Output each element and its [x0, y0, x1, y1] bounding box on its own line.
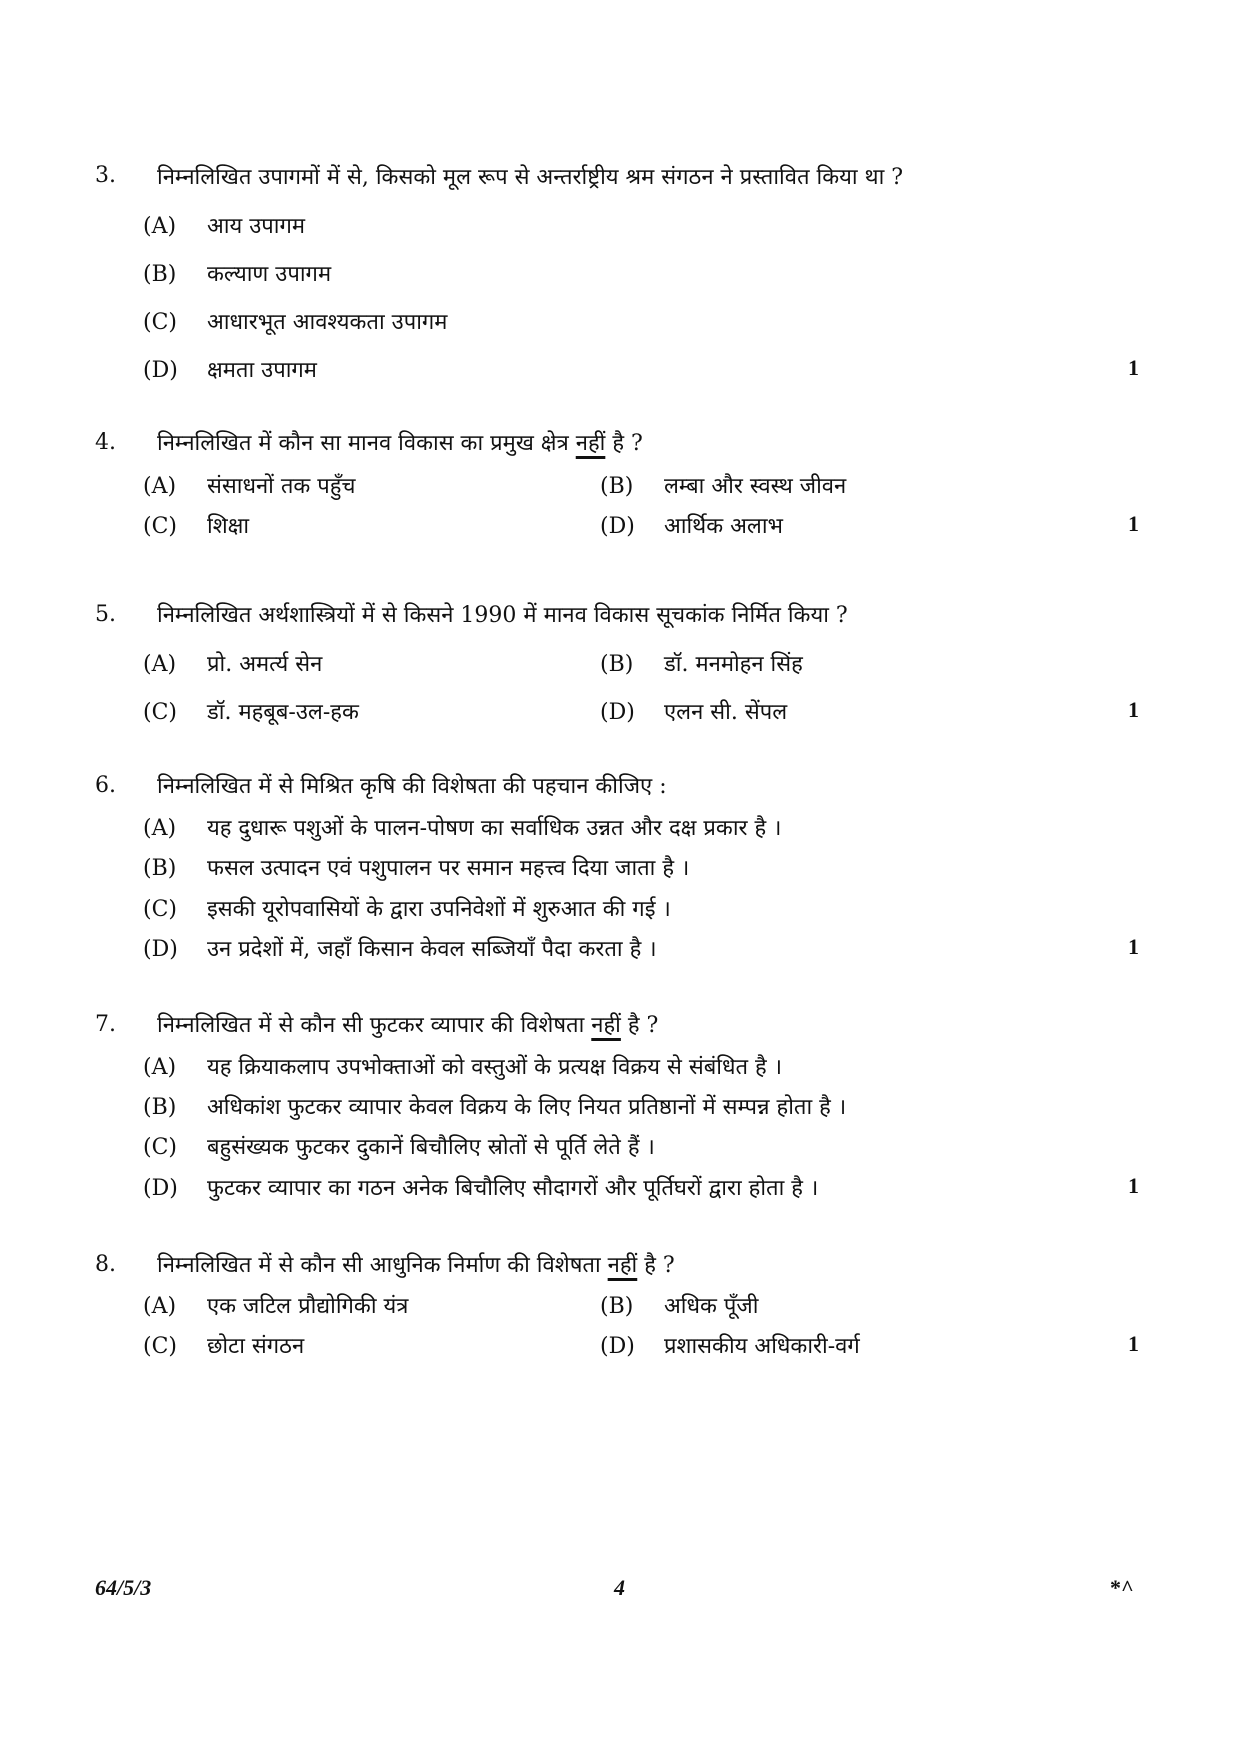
marks: 1: [1128, 697, 1139, 722]
question-text: निम्नलिखित में से कौन सी फुटकर व्यापार की विशेषता नहीं है ?: [157, 1013, 659, 1038]
option-d: (D) उन प्रदेशों में, जहाँ किसान केवल सब्जियाँ पैदा करता है ।: [143, 937, 657, 962]
question-number: 4.: [95, 430, 116, 455]
option-c: (C) इसकी यूरोपवासियों के द्वारा उपनिवेशों में शुरुआत की गई ।: [143, 897, 671, 922]
option-b: (B) कल्याण उपागम: [143, 262, 332, 287]
question-text: निम्नलिखित में से मिश्रित कृषि की विशेषता की पहचान कीजिए :: [157, 774, 667, 799]
option-a: (A) आय उपागम: [143, 214, 306, 239]
option-a: (A) प्रो. अमर्त्य सेन: [143, 652, 323, 677]
option-b: (B) फसल उत्पादन एवं पशुपालन पर समान महत्त्व दिया जाता है ।: [143, 856, 690, 881]
marks: 1: [1128, 1173, 1139, 1198]
question-number: 8.: [95, 1252, 116, 1277]
question-number: 6.: [95, 773, 116, 798]
marks: 1: [1128, 934, 1139, 959]
option-d: (D) एलन सी. सेंपल: [600, 700, 788, 725]
option-a: (A) संसाधनों तक पहुँच: [143, 474, 356, 499]
option-d: (D) प्रशासकीय अधिकारी-वर्ग: [600, 1334, 860, 1359]
question-text: निम्नलिखित में कौन सा मानव विकास का प्रमुख क्षेत्र नहीं है ?: [157, 431, 643, 456]
option-b: (B) अधिक पूँजी: [600, 1294, 759, 1319]
option-c: (C) छोटा संगठन: [143, 1334, 305, 1359]
option-c: (C) बहुसंख्यक फुटकर दुकानें बिचौलिए स्रोतों से पूर्ति लेते हैं ।: [143, 1135, 655, 1160]
question-number: 3.: [95, 163, 116, 188]
option-b: (B) लम्बा और स्वस्थ जीवन: [600, 474, 847, 499]
question-number: 5.: [95, 602, 116, 627]
option-c: (C) डॉ. महबूब-उल-हक: [143, 700, 359, 725]
marks: 1: [1128, 511, 1139, 536]
footer-mark: *^: [1110, 1575, 1134, 1600]
option-a: (A) एक जटिल प्रौद्योगिकी यंत्र: [143, 1294, 409, 1319]
option-b: (B) डॉ. मनमोहन सिंह: [600, 652, 803, 677]
marks: 1: [1128, 355, 1139, 380]
option-d: (D) आर्थिक अलाभ: [600, 514, 784, 539]
page-number: 4: [614, 1575, 625, 1600]
question-text: निम्नलिखित उपागमों में से, किसको मूल रूप से अन्तर्राष्ट्रीय श्रम संगठन ने प्रस्तावित किया था ?: [157, 165, 904, 190]
option-b: (B) अधिकांश फुटकर व्यापार केवल विक्रय के लिए नियत प्रतिष्ठानों में सम्पन्न होता है ।: [143, 1095, 847, 1120]
paper-code: 64/5/3: [95, 1575, 152, 1600]
question-text: निम्नलिखित में से कौन सी आधुनिक निर्माण की विशेषता नहीं है ?: [157, 1253, 675, 1278]
option-d: (D) क्षमता उपागम: [143, 358, 317, 383]
emphasis-underline: नहीं: [591, 1013, 621, 1038]
question-text: निम्नलिखित अर्थशास्त्रियों में से किसने 1990 में मानव विकास सूचकांक निर्मित किया ?: [157, 603, 848, 628]
emphasis-underline: नहीं: [575, 431, 606, 456]
option-a: (A) यह क्रियाकलाप उपभोक्ताओं को वस्तुओं के प्रत्यक्ष विक्रय से संबंधित है ।: [143, 1055, 783, 1080]
option-a: (A) यह दुधारू पशुओं के पालन-पोषण का सर्वाधिक उन्नत और दक्ष प्रकार है ।: [143, 816, 782, 841]
option-c: (C) आधारभूत आवश्यकता उपागम: [143, 310, 448, 335]
marks: 1: [1128, 1331, 1139, 1356]
question-number: 7.: [95, 1012, 116, 1037]
option-c: (C) शिक्षा: [143, 514, 250, 539]
option-d: (D) फुटकर व्यापार का गठन अनेक बिचौलिए सौदागरों और पूर्तिघरों द्वारा होता है ।: [143, 1176, 819, 1201]
emphasis-underline: नहीं: [607, 1253, 638, 1278]
